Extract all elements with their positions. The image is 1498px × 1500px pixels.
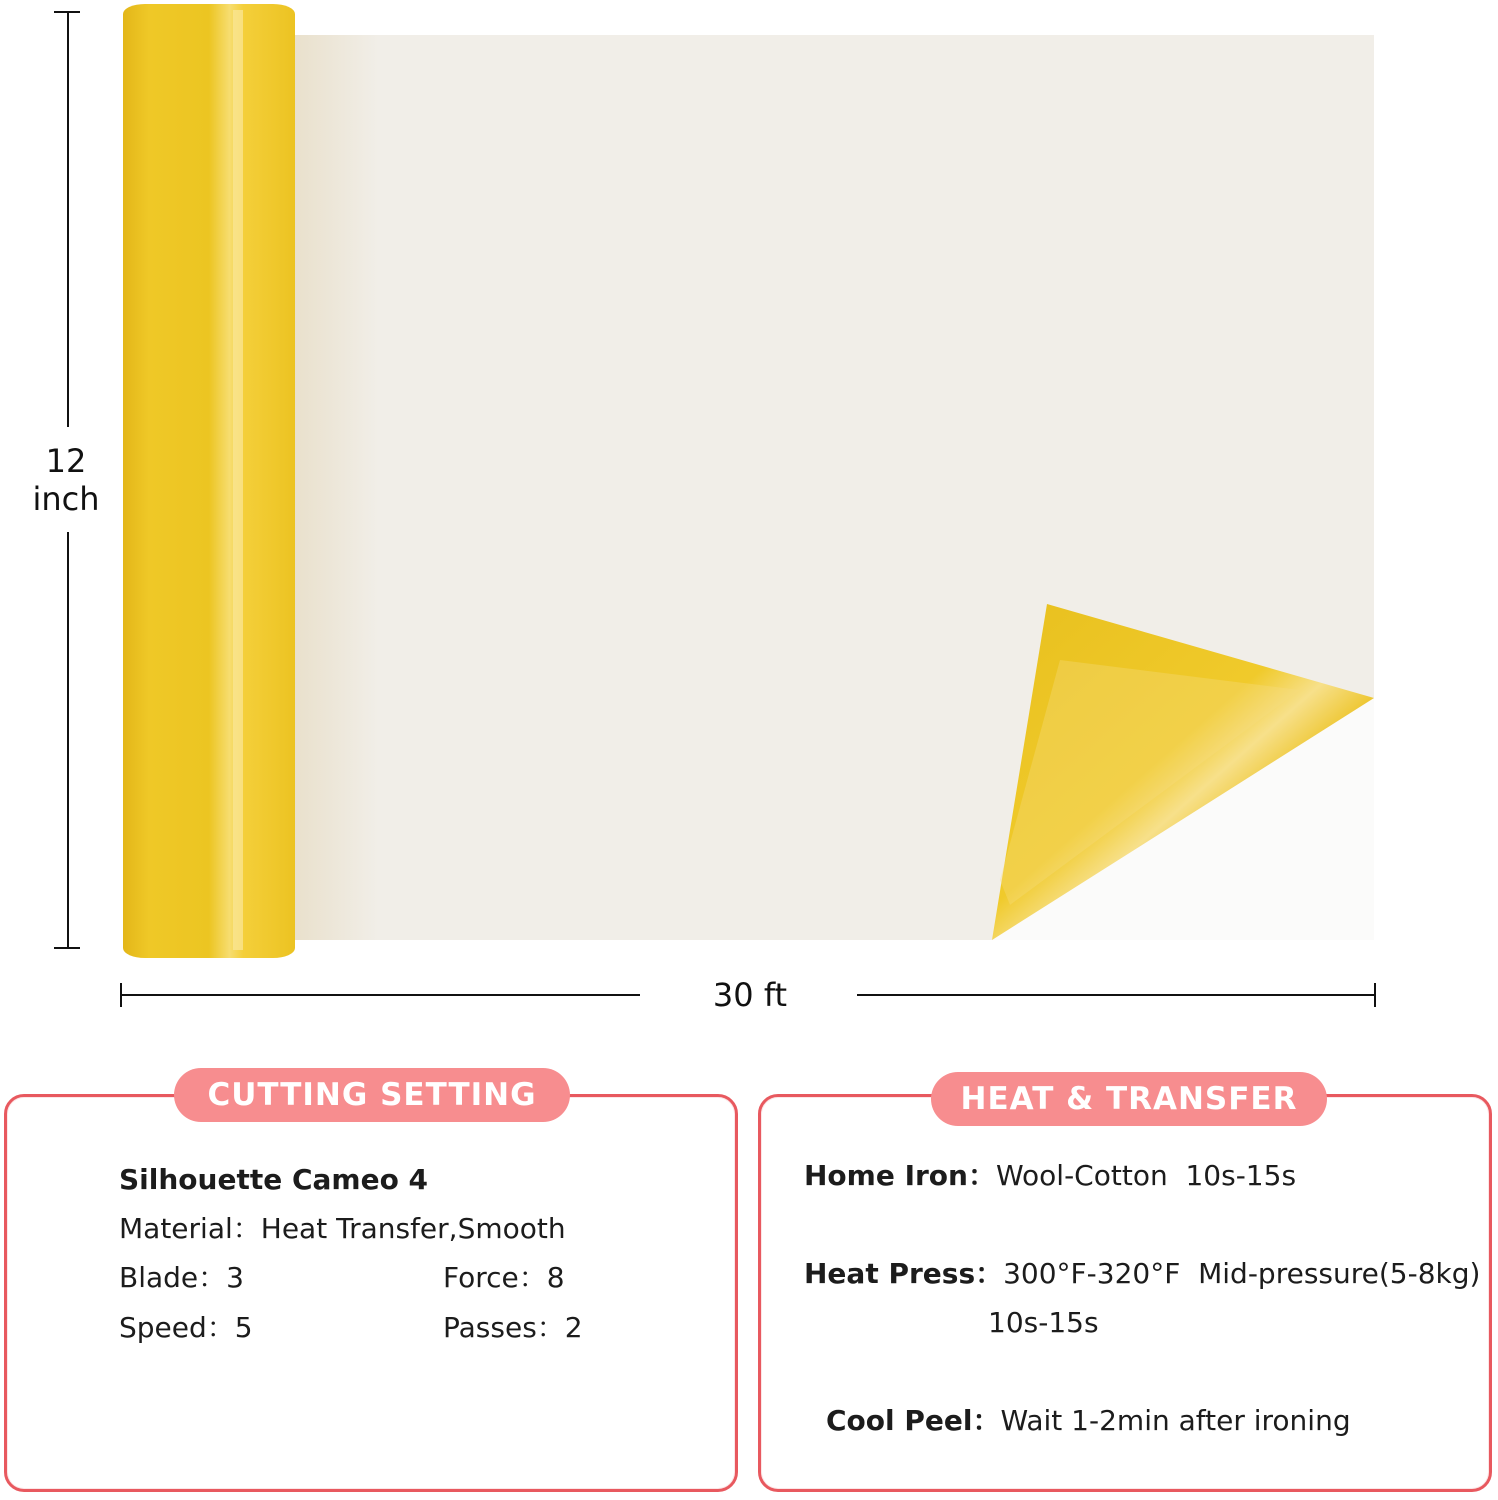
material-value: Heat Transfer,Smooth [260,1212,566,1245]
blade-label: Blade： [119,1261,227,1294]
length-dimension-right-tick [1374,983,1376,1007]
length-dimension-line-right [857,994,1376,996]
vinyl-roll [123,4,295,958]
passes-label: Passes： [443,1311,565,1344]
force-value: 8 [546,1261,565,1294]
heat-press-time: 10s-15s [988,1306,1099,1339]
speed-label: Speed： [119,1311,235,1344]
height-unit: inch [32,480,100,518]
length-dimension-label: 30 ft [712,976,788,1014]
home-iron-row [804,1158,1296,1194]
heat-press-value: 300°F-320°F Mid-pressure(5-8kg) [1003,1257,1481,1290]
heat-press-row [804,1256,1480,1292]
force-label: Force： [443,1261,547,1294]
height-dimension-line-top [67,12,69,427]
heat-press-label: Heat Press： [804,1257,1004,1290]
material-row [119,1211,566,1247]
blade-value: 3 [226,1261,244,1294]
length-dimension-line-left [121,994,640,996]
passes-value: 2 [564,1311,583,1344]
height-value: 12 [45,442,87,480]
heat-transfer-title: HEAT & TRANSFER [931,1072,1327,1126]
cutting-setting-title: CUTTING SETTING [174,1068,570,1122]
material-label: Material： [119,1212,261,1245]
home-iron-value: Wool-Cotton 10s-15s [995,1159,1297,1192]
height-dimension-label [20,442,112,518]
passes-row [443,1310,583,1346]
height-dimension-bottom-tick [54,947,80,949]
height-dimension-line-bottom [67,532,69,948]
blade-row [119,1260,244,1296]
cool-peel-value: Wait 1-2min after ironing [1000,1404,1351,1437]
machine-name: Silhouette Cameo 4 [119,1163,429,1196]
speed-row [119,1310,253,1346]
cool-peel-label: Cool Peel： [826,1404,1001,1437]
cool-peel-row [826,1403,1351,1439]
home-iron-label: Home Iron： [804,1159,996,1192]
speed-value: 5 [234,1311,253,1344]
force-row [443,1260,565,1296]
cutting-setting-panel [4,1094,738,1492]
